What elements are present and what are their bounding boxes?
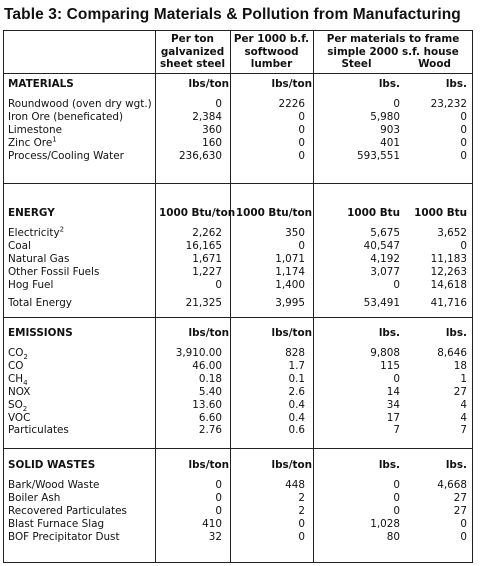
row-label-text: CO <box>8 359 24 372</box>
table-cell: 5,980 <box>370 110 400 123</box>
table-cell: 0 <box>298 149 305 162</box>
row-label <box>8 297 72 310</box>
row-label <box>8 412 30 425</box>
table-cell: 2,262 <box>192 227 222 239</box>
row-label-text: BOF Precipitator Dust <box>8 530 120 543</box>
row-label <box>8 531 120 544</box>
table-cell: 1,400 <box>275 278 305 291</box>
row-label-text: Process/Cooling Water <box>8 149 124 162</box>
table-cell: 0.1 <box>288 372 305 385</box>
table-cell: 115 <box>380 359 400 372</box>
row-label <box>8 240 31 253</box>
table-cell: 0 <box>298 239 305 252</box>
subscript: 2 <box>23 353 28 362</box>
table-cell: 3,652 <box>437 227 467 239</box>
table-cell: 0 <box>460 123 467 136</box>
table-cell: 0 <box>460 530 467 543</box>
table-cell: 3,995 <box>275 296 305 309</box>
table-cell: 27 <box>453 385 467 398</box>
table-cell: 0 <box>215 504 222 517</box>
row-label <box>8 492 60 505</box>
row-label <box>8 399 27 412</box>
table-cell: 0 <box>298 530 305 543</box>
unit-label: 1000 Btu/ton <box>235 207 312 219</box>
row-label-text: Other Fossil Fuels <box>8 265 100 278</box>
table-cell: 0 <box>298 136 305 149</box>
row-label-text: Hog Fuel <box>8 278 54 291</box>
row-label-text: CO <box>8 347 24 359</box>
row-label-text: Particulates <box>8 424 69 437</box>
section-name: MATERIALS <box>8 78 74 90</box>
table-cell: 1,174 <box>275 265 305 278</box>
table-title: Table 3: Comparing Materials & Pollution from Manufacturing <box>4 6 461 23</box>
table-cell: 6.60 <box>198 411 222 424</box>
table-cell: 0 <box>460 239 467 252</box>
table-cell: 0 <box>298 123 305 136</box>
table-cell: 0 <box>393 98 400 110</box>
header-lumber-per-1000bf: Per 1000 b.f. softwood lumber <box>233 33 310 70</box>
table-cell: 1,028 <box>370 517 400 530</box>
table-cell: 53,491 <box>363 296 400 309</box>
unit-label: 1000 Btu/ton <box>159 207 236 219</box>
table-cell: 40,547 <box>363 239 400 252</box>
column-divider <box>230 30 231 563</box>
footnote-marker: 2 <box>59 225 65 234</box>
table-cell: 9,808 <box>370 347 400 359</box>
table-cell: 41,716 <box>430 296 467 309</box>
unit-label: lbs/ton <box>188 78 229 90</box>
table-cell: 0 <box>215 98 222 110</box>
table-cell: 0.6 <box>288 424 305 437</box>
table-cell: 0 <box>215 491 222 504</box>
unit-label: lbs. <box>378 78 400 90</box>
row-label <box>8 253 69 266</box>
table-cell: 1,227 <box>192 265 222 278</box>
table-cell: 0 <box>393 278 400 291</box>
table-cell: 34 <box>386 398 400 411</box>
table-cell: 4 <box>460 411 467 424</box>
table-cell: 2 <box>298 504 305 517</box>
table-cell: 0 <box>460 149 467 162</box>
row-label <box>8 111 123 124</box>
unit-label: lbs. <box>445 78 467 90</box>
table-cell: 2.76 <box>198 424 222 437</box>
table-cell: 4,668 <box>437 479 467 491</box>
table-cell: 8,646 <box>437 347 467 359</box>
table-cell: 0 <box>393 504 400 517</box>
table-cell: 360 <box>202 123 222 136</box>
table-cell: 0 <box>460 110 467 123</box>
table-cell: 1 <box>460 372 467 385</box>
table-cell: 2226 <box>278 98 305 110</box>
table-cell: 32 <box>208 530 222 543</box>
table-cell: 160 <box>202 136 222 149</box>
row-label-text: Natural Gas <box>8 252 70 265</box>
table-cell: 80 <box>386 530 400 543</box>
unit-label: lbs/ton <box>188 327 229 339</box>
table-cell: 5.40 <box>198 385 222 398</box>
table-cell: 23,232 <box>430 98 467 110</box>
table-cell: 3,910.00 <box>175 347 222 359</box>
row-label-text: Blast Furnace Slag <box>8 517 105 530</box>
row-label <box>8 266 99 279</box>
section-name: SOLID WASTES <box>8 459 96 471</box>
row-label-text: VOC <box>8 411 31 424</box>
section-name: EMISSIONS <box>8 327 73 339</box>
table-cell: 7 <box>393 424 400 437</box>
row-label-text: Limestone <box>8 123 63 136</box>
unit-label: lbs. <box>378 459 400 471</box>
section-name: ENERGY <box>8 207 55 219</box>
table-cell: 7 <box>460 424 467 437</box>
table-cell: 1,671 <box>192 252 222 265</box>
table-cell: 0 <box>215 479 222 491</box>
unit-label: lbs/ton <box>271 327 312 339</box>
table-cell: 236,630 <box>179 149 222 162</box>
unit-label: 1000 Btu <box>414 207 467 219</box>
row-label-text: Zinc Ore <box>8 136 53 149</box>
subscript: 2 <box>22 404 28 413</box>
table-cell: 11,183 <box>430 252 467 265</box>
table-cell: 21,325 <box>185 296 222 309</box>
table-cell: 46.00 <box>192 359 222 372</box>
table-cell: 593,551 <box>357 149 400 162</box>
row-label <box>8 347 28 360</box>
row-label <box>8 150 124 163</box>
table-cell: 27 <box>453 491 467 504</box>
table-cell: 0 <box>393 372 400 385</box>
header-steel-per-ton: Per ton galvanized sheet steel <box>159 33 226 70</box>
row-label <box>8 360 23 373</box>
table-cell: 0 <box>393 479 400 491</box>
table-cell: 0 <box>298 110 305 123</box>
table-cell: 828 <box>285 347 305 359</box>
unit-label: lbs. <box>445 459 467 471</box>
table-cell: 2,384 <box>192 110 222 123</box>
table-cell: 350 <box>285 227 305 239</box>
section-rule <box>3 183 473 184</box>
unit-label: lbs. <box>378 327 400 339</box>
table-cell: 4,192 <box>370 252 400 265</box>
row-label <box>8 137 57 150</box>
table-cell: 448 <box>285 479 305 491</box>
table-cell: 0.4 <box>288 398 305 411</box>
table-cell: 401 <box>380 136 400 149</box>
row-label <box>8 98 152 111</box>
row-label <box>8 518 104 531</box>
row-label-text: Electricity <box>8 227 60 239</box>
section-rule <box>3 317 473 318</box>
table-cell: 2 <box>298 491 305 504</box>
table-cell: 1.7 <box>288 359 305 372</box>
table-cell: 0 <box>460 136 467 149</box>
table-cell: 0 <box>460 517 467 530</box>
table-cell: 4 <box>460 398 467 411</box>
footnote-marker: 1 <box>52 135 57 144</box>
row-label <box>8 505 127 518</box>
table-cell: 27 <box>453 504 467 517</box>
row-label <box>8 227 64 240</box>
table-cell: 410 <box>202 517 222 530</box>
row-label-text: Iron Ore (beneficated) <box>8 110 124 123</box>
subscript: 4 <box>23 378 28 387</box>
table-cell: 16,165 <box>185 239 222 252</box>
unit-label: lbs/ton <box>271 78 312 90</box>
unit-label: lbs. <box>445 327 467 339</box>
unit-label: 1000 Btu <box>347 207 400 219</box>
table-cell: 903 <box>380 123 400 136</box>
table-cell: 1,071 <box>275 252 305 265</box>
table-cell: 14,618 <box>430 278 467 291</box>
row-label-text: Coal <box>8 239 31 252</box>
table-cell: 0 <box>298 517 305 530</box>
row-label <box>8 279 53 292</box>
table-cell: 0.18 <box>198 372 222 385</box>
row-label-text: Roundwood (oven dry wgt.) <box>8 98 152 110</box>
row-label-text: Boiler Ash <box>8 491 61 504</box>
row-label-text: Bark/Wood Waste <box>8 479 100 491</box>
row-label <box>8 424 69 437</box>
row-label <box>8 386 30 399</box>
row-label-text: Total Energy <box>8 296 72 309</box>
header-steel: Steel <box>341 58 372 70</box>
table-cell: 2.6 <box>288 385 305 398</box>
row-label-text: NOX <box>8 385 31 398</box>
unit-label: lbs/ton <box>271 459 312 471</box>
table-cell: 17 <box>386 411 400 424</box>
table-cell: 5,675 <box>370 227 400 239</box>
row-label-text: CH <box>8 372 24 385</box>
table-cell: 0 <box>393 491 400 504</box>
table-cell: 0.4 <box>288 411 305 424</box>
table-cell: 14 <box>386 385 400 398</box>
unit-label: lbs/ton <box>188 459 229 471</box>
table-cell: 0 <box>215 278 222 291</box>
row-label <box>8 373 28 386</box>
row-label <box>8 479 99 492</box>
table-cell: 12,263 <box>430 265 467 278</box>
section-rule <box>3 73 473 74</box>
section-rule <box>3 448 473 449</box>
table-cell: 18 <box>453 359 467 372</box>
row-label-text: SO <box>8 398 23 411</box>
column-divider <box>313 30 314 563</box>
row-label-text: Recovered Particulates <box>8 504 127 517</box>
header-wood: Wood <box>418 58 451 70</box>
table-cell: 13.60 <box>192 398 222 411</box>
table-cell: 3,077 <box>370 265 400 278</box>
header-per-house: Per materials to frame simple 2000 s.f. house <box>326 33 460 58</box>
